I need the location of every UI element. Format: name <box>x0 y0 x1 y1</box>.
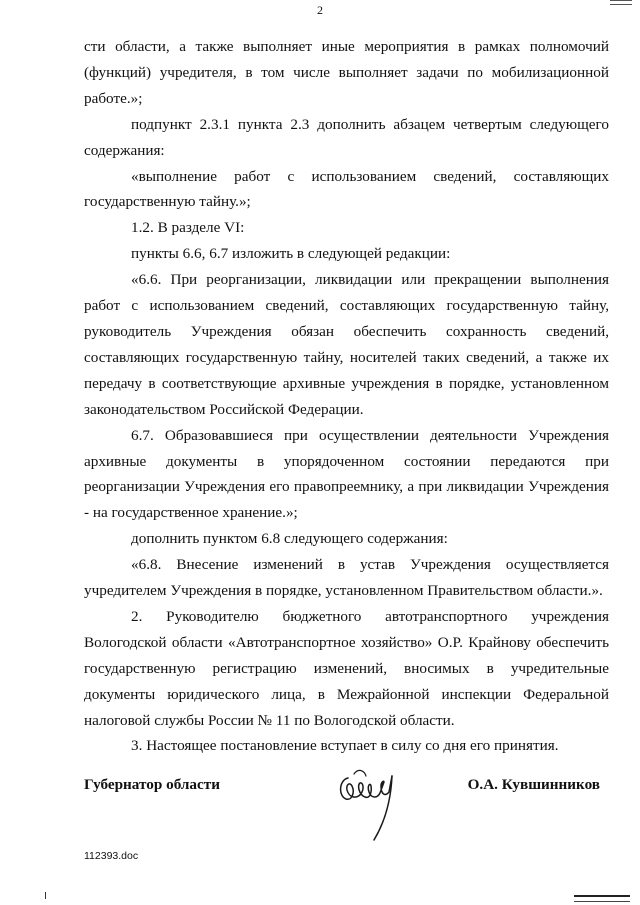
paragraph-5: пункты 6.6, 6.7 изложить в следующей редакции: <box>131 245 451 263</box>
paragraph-8: дополнить пунктом 6.8 следующего содержания: <box>131 530 448 548</box>
paragraph-2: подпункт 2.3.1 пункта 2.3 дополнить абзацем четвертым следующего содержания: <box>84 115 609 159</box>
paragraph-10: 2. Руководителю бюджетного автотранспортного учреждения Вологодской области «Автотранспортное хозяйство» О.Р. Крайнову обеспечить государственную регистрацию изменений, вносимых в учредительные документы юридического лица, в Межрайонной инспекции Федеральной налоговой службы России № 11 по Вологодской области. <box>84 607 609 729</box>
paragraph-6: «6.6. При реорганизации, ликвидации или прекращении выполнения работ с использованием сведений, составляющих государственную тайну, руководитель Учреждения обязан обеспечить сохранность сведений, составляющих государственную тайну, носителей таких сведений, а также их передачу в соответствующие архивные учреждения в порядке, установленном законодательством Российской Федерации. <box>84 271 609 418</box>
paragraph-3: «выполнение работ с использованием сведений, составляющих государственную тайну.»; <box>84 167 609 211</box>
scan-edge-mark-left <box>45 892 46 899</box>
document-file-id: 112393.doc <box>84 850 139 862</box>
paragraph-7: 6.7. Образовавшиеся при осуществлении деятельности Учреждения архивные документы в упорядоченном состоянии передаются при реорганизации Учреждения его правопреемнику, а при ликвидации Учреждения - на государственное хранение.»; <box>84 426 609 522</box>
scan-edge-mark-bottom <box>574 895 630 902</box>
scan-corner-mark <box>610 0 632 5</box>
paragraph-4: 1.2. В разделе VI: <box>131 219 245 237</box>
paragraph-9: «6.8. Внесение изменений в устав Учреждения осуществляется учредителем Учреждения в порядке, установленном Правительством области.». <box>84 556 609 600</box>
paragraph-11: 3. Настоящее постановление вступает в силу со дня его принятия. <box>131 737 559 755</box>
paragraph-1: сти области, а также выполняет иные мероприятия в рамках полномочий (функций) учредителя, в том числе выполняет задачи по мобилизационной работе.»; <box>84 38 609 107</box>
signatory-name: О.А. Кувшинников <box>467 776 600 793</box>
document-body <box>84 34 609 759</box>
signatory-title: Губернатор области <box>84 776 220 793</box>
page-number: 2 <box>317 3 323 17</box>
handwritten-signature <box>334 762 406 844</box>
